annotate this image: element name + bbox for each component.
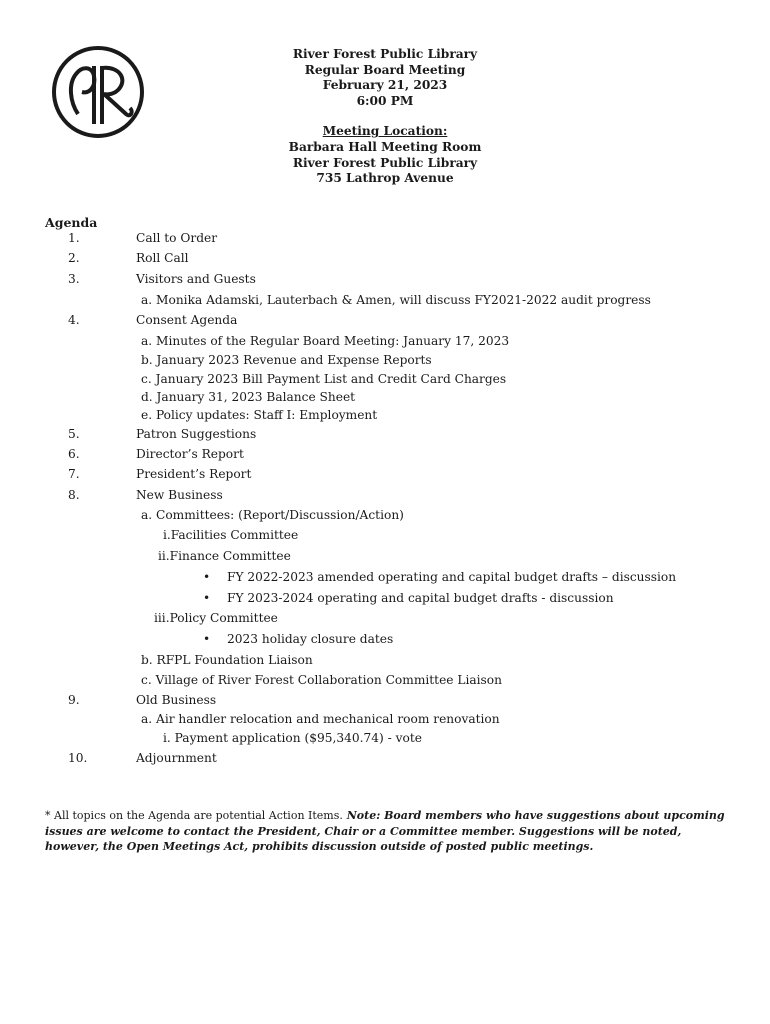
- agenda-item: Old Business: [136, 693, 217, 707]
- item-number: 6.: [68, 447, 80, 461]
- agenda-bullet: • FY 2022-2023 amended operating and capital budget drafts – discussion: [227, 570, 676, 585]
- footer-lead: * All topics on the Agenda are potential Action Items.: [45, 809, 343, 822]
- agenda-item: New Business: [136, 488, 223, 502]
- agenda-subitem: c. January 2023 Bill Payment List and Credit Card Charges: [141, 372, 507, 386]
- meeting-time: 6:00 PM: [356, 93, 414, 108]
- location-title: Meeting Location:: [322, 124, 448, 139]
- meeting-header: [190, 47, 580, 187]
- agenda-bullet: • 2023 holiday closure dates: [227, 632, 393, 647]
- agenda-item: Consent Agenda: [136, 313, 238, 327]
- agenda-subitem: b. January 2023 Revenue and Expense Reports: [141, 353, 432, 367]
- agenda-bullet: • FY 2023-2024 operating and capital budget drafts - discussion: [227, 591, 614, 606]
- footer-note: [45, 808, 725, 855]
- item-number: 5.: [68, 427, 80, 441]
- agenda-item: Roll Call: [136, 251, 189, 265]
- item-number: 8.: [68, 488, 80, 502]
- agenda-subitem: c. Village of River Forest Collaboration Committee Liaison: [141, 673, 502, 687]
- agenda-subsubitem: i. Payment application ($95,340.74) - vote: [163, 731, 422, 745]
- footer-note-text: Note: Board members who have suggestions about upcoming issues are welcome to contact the President, Chair or a Committee member. Suggestions will be noted, however, the Open Meetings Act, prohibits discussion outside of posted public meetings.: [45, 809, 725, 853]
- agenda-item: Adjournment: [136, 751, 217, 765]
- agenda-subitem: b. RFPL Foundation Liaison: [141, 653, 313, 667]
- agenda-subitem: e. Policy updates: Staff I: Employment: [141, 408, 378, 422]
- library-logo: [50, 44, 146, 140]
- agenda-item: Patron Suggestions: [136, 427, 257, 441]
- agenda-subitem: a. Monika Adamski, Lauterbach & Amen, will discuss FY2021-2022 audit progress: [141, 293, 651, 307]
- location-building: River Forest Public Library: [292, 155, 478, 170]
- item-number: 3.: [68, 272, 80, 286]
- agenda-item: President’s Report: [136, 467, 252, 481]
- item-number: 10.: [68, 751, 88, 765]
- agenda-subsubitem: iii.Policy Committee: [154, 611, 278, 625]
- agenda-subsubitem: i.Facilities Committee: [163, 528, 299, 542]
- meeting-type: Regular Board Meeting: [304, 62, 466, 77]
- item-number: 9.: [68, 693, 80, 707]
- location-address: 735 Lathrop Avenue: [316, 171, 454, 186]
- meeting-date: February 21, 2023: [322, 78, 448, 93]
- agenda-subsubitem: ii.Finance Committee: [158, 549, 291, 563]
- library-name: River Forest Public Library: [292, 47, 478, 61]
- agenda-subitem: a. Minutes of the Regular Board Meeting: January 17, 2023: [141, 334, 510, 348]
- item-number: 7.: [68, 467, 80, 481]
- agenda-item: Call to Order: [136, 231, 218, 245]
- location-room: Barbara Hall Meeting Room: [288, 139, 482, 154]
- item-number: 1.: [68, 231, 80, 245]
- agenda-title: Agenda: [45, 215, 98, 230]
- agenda-subitem: a. Air handler relocation and mechanical room renovation: [141, 712, 500, 726]
- agenda-item: Director’s Report: [136, 447, 244, 461]
- agenda-subitem: a. Committees: (Report/Discussion/Action): [141, 508, 404, 522]
- agenda-subitem: d. January 31, 2023 Balance Sheet: [141, 390, 356, 404]
- agenda-item: Visitors and Guests: [136, 272, 256, 286]
- item-number: 2.: [68, 251, 80, 265]
- item-number: 4.: [68, 313, 80, 327]
